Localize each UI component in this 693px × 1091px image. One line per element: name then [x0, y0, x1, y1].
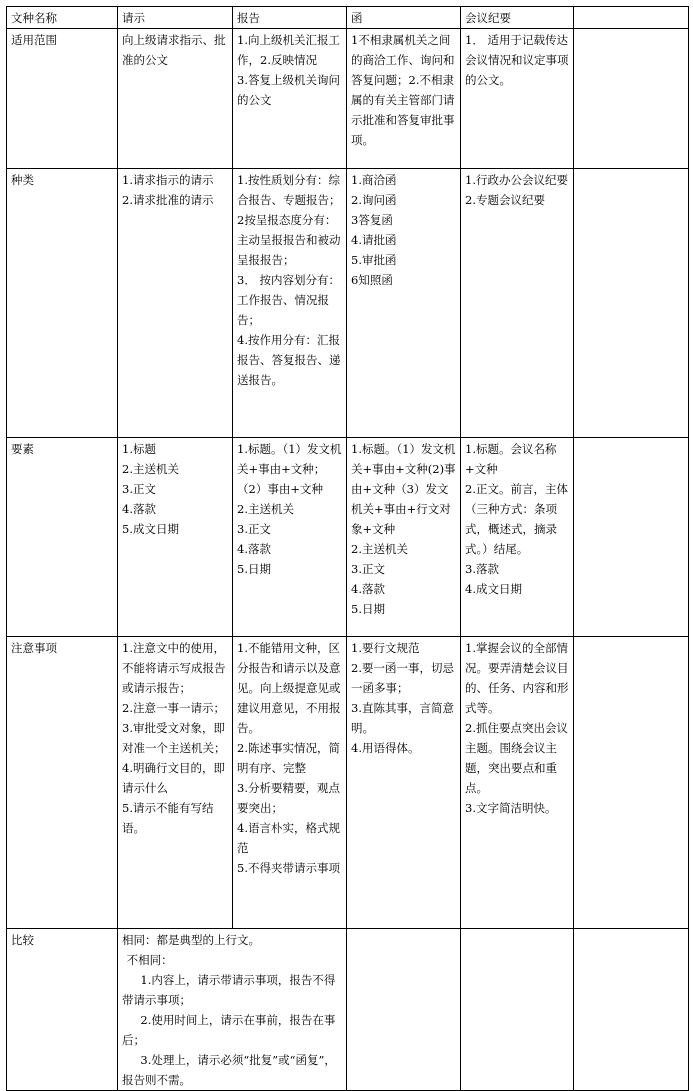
table-cell	[347, 929, 461, 1091]
cell-line: 4.明确行文目的，即请示什么	[122, 761, 225, 795]
cell-line: 1.标题。（1）发文机关+事由+文种；（2）事由+文种	[237, 442, 342, 496]
cell-line: 2.询问函	[351, 193, 397, 207]
table-cell	[233, 637, 347, 929]
cell-line: 5.请示不能有写结语。	[122, 801, 214, 835]
cell-line: 1.要行文规范	[351, 641, 420, 655]
table-cell	[118, 438, 233, 637]
row-comparison	[7, 929, 689, 1091]
cell-line: 4.落款	[351, 582, 385, 596]
table-cell	[461, 929, 574, 1091]
row-label: 种类	[7, 169, 118, 438]
cell-line: 3.正文	[351, 562, 385, 576]
cell-line: 1.按性质划分有：综合报告、专题报告；	[237, 173, 341, 207]
row-label: 注意事项	[7, 637, 118, 929]
cell-line: 1.向上级机关汇报工作，2.反映情况	[237, 33, 340, 67]
cell-line: 3.正文	[122, 482, 156, 496]
cell-line: 3.答复上级机关询问的公文	[237, 73, 340, 107]
cell-line: 3.分析要精要，观点要突出；	[237, 781, 340, 815]
cell-line: 3． 按内容划分有：工作报告、情况报告；	[237, 273, 340, 327]
cell-line: 3.直陈其事，言简意明。	[351, 701, 454, 735]
header-cell-doc-type: 文种名称	[7, 7, 118, 29]
header-cell-report: 报告	[233, 7, 347, 29]
cell-line: 3.文字简洁明快。	[465, 801, 557, 815]
cell-line: 5.日期	[237, 562, 271, 576]
cell-line: 不相同：	[126, 953, 173, 967]
table-cell	[118, 637, 233, 929]
header-cell-minutes: 会议纪要	[461, 7, 574, 29]
cell-line: 4.落款	[122, 502, 156, 516]
cell-line: 3.正文	[237, 522, 271, 536]
cell-line: 4.落款	[237, 542, 271, 556]
cell-line: 6知照函	[351, 273, 393, 287]
table-cell	[461, 438, 574, 637]
cell-line: 4.用语得体。	[351, 741, 420, 755]
table-cell	[574, 169, 689, 438]
table-cell	[118, 29, 233, 169]
cell-line: 2.主送机关	[351, 542, 408, 556]
cell-line: 2.请求批准的请示	[122, 193, 214, 207]
cell-line: 相同：都是典型的上行文。	[122, 933, 260, 947]
table-cell	[574, 438, 689, 637]
table-cell	[233, 29, 347, 169]
cell-line: 2.注意一事一请示；	[122, 701, 225, 715]
cell-line: 2.使用时间上，请示在事前，报告在事后；	[122, 1013, 336, 1047]
table-cell	[461, 29, 574, 169]
table-cell	[574, 637, 689, 929]
cell-line: 3答复函	[351, 213, 393, 227]
cell-line: 5.日期	[351, 602, 385, 616]
header-row	[7, 7, 689, 29]
cell-line: 5.审批函	[351, 253, 397, 267]
cell-line: 2.陈述事实情况，简明有序、完整	[237, 741, 340, 775]
cell-line: 4.按作用分有：汇报报告、答复报告、递送报告。	[237, 333, 341, 387]
cell-line: 2.抓住要点突出会议主题。围绕会议主题，突出要点和重点。	[465, 721, 568, 795]
cell-line: 3.处理上，请示必须“批复”或“函复”，报告则不需。	[122, 1053, 336, 1087]
cell-line: 1.行政办公会议纪要	[465, 173, 568, 187]
row-scope	[7, 29, 689, 169]
table-cell	[347, 29, 461, 169]
row-types	[7, 169, 689, 438]
table-cell	[347, 169, 461, 438]
cell-line: 1.掌握会议的全部情况。要弄清楚会议目的、任务、内容和形式等。	[465, 641, 569, 715]
table-cell	[461, 169, 574, 438]
cell-line: 1.注意文中的使用，不能将请示写成报告或请示报告；	[122, 641, 226, 695]
table-cell	[118, 169, 233, 438]
table-body	[7, 7, 689, 1091]
cell-line: 1.标题	[122, 442, 156, 456]
header-cell-request: 请示	[118, 7, 233, 29]
cell-line: 1.标题。会议名称+文种	[465, 442, 557, 476]
header-cell-letter: 函	[347, 7, 461, 29]
row-label: 适用范围	[7, 29, 118, 169]
row-label: 比较	[7, 929, 118, 1091]
cell-line: 3.落款	[465, 562, 499, 576]
cell-line: 4.语言朴实，格式规范	[237, 821, 340, 855]
cell-line: 3.审批受文对象，即对准一个主送机关；	[122, 721, 226, 755]
cell-line: 2.专题会议纪要	[465, 193, 545, 207]
table-cell	[574, 29, 689, 169]
table-cell	[233, 438, 347, 637]
cell-line: 向上级请求指示、批准的公文	[122, 33, 226, 67]
cell-line: 4.成文日期	[465, 582, 522, 596]
cell-line: 1.内容上，请示带请示事项，报告不得带请示事项；	[122, 973, 336, 1007]
comparison-merged-cell	[118, 929, 347, 1091]
table-cell	[574, 929, 689, 1091]
cell-line: 1.标题。（1）发文机关+事由+文种(2)事由+文种（3）发文机关+事由+行文对象+文种	[351, 442, 456, 536]
cell-line: 2按呈报态度分有：主动呈报报告和被动呈报报告；	[237, 213, 341, 267]
cell-line: 2.要一函一事，切忌一函多事；	[351, 661, 454, 695]
table-cell	[461, 637, 574, 929]
cell-line: 1． 适用于记载传达会议情况和议定事项的公文。	[465, 33, 569, 87]
row-notes	[7, 637, 689, 929]
cell-line: 2.正文。前言，主体（三种方式：条项式，概述式，摘录式。）结尾。	[465, 482, 568, 556]
cell-line: 1.不能错用文种，区分报告和请示以及意见。向上级提意见或建议用意见，不用报告。	[237, 641, 341, 735]
header-cell-empty	[574, 7, 689, 29]
table-cell	[347, 438, 461, 637]
cell-line: 4.请批函	[351, 233, 397, 247]
cell-line: 1不相隶属机关之间的商洽工作、询问和答复问题；2.不相隶属的有关主管部门请示批准和答复审批事项。	[351, 33, 455, 147]
row-label: 要素	[7, 438, 118, 637]
cell-line: 2.主送机关	[237, 502, 294, 516]
table-cell	[347, 637, 461, 929]
table-cell	[233, 169, 347, 438]
cell-line: 1.商洽函	[351, 173, 397, 187]
row-elements	[7, 438, 689, 637]
document-table	[6, 6, 689, 1091]
cell-line: 2.主送机关	[122, 462, 179, 476]
cell-line: 1.请求指示的请示	[122, 173, 214, 187]
cell-line: 5.成文日期	[122, 522, 179, 536]
cell-line: 5.不得夹带请示事项	[237, 861, 340, 875]
